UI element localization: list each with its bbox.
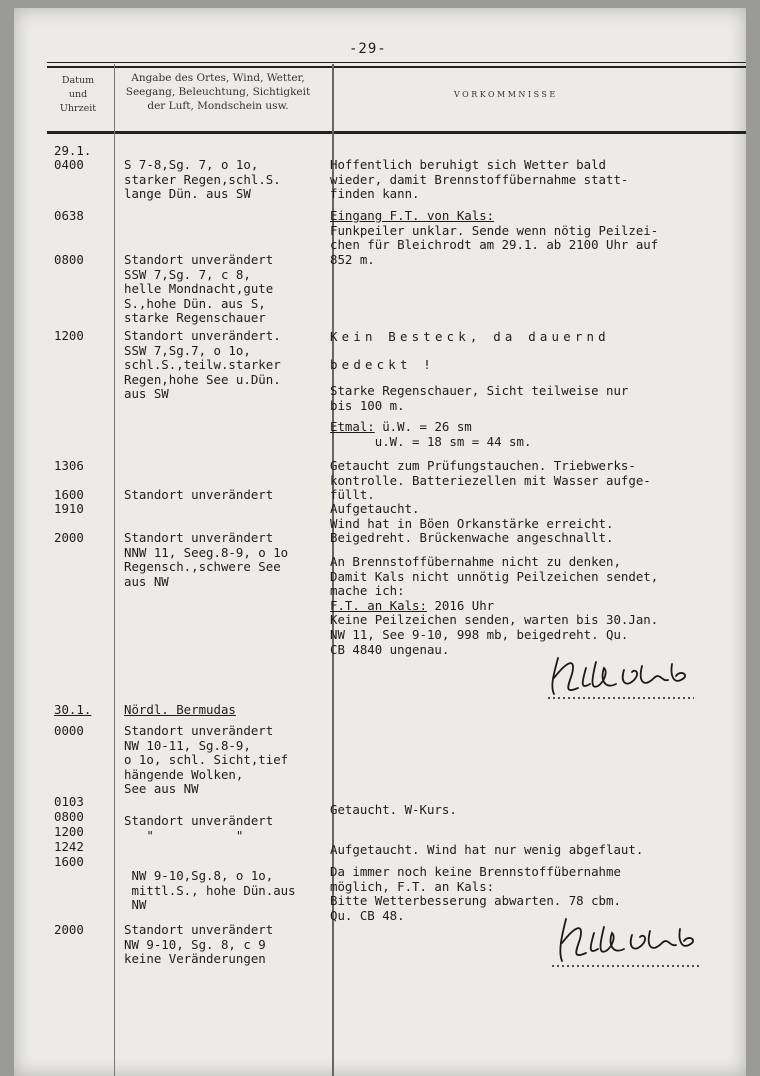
header-bottom-rule <box>47 131 746 134</box>
entry-time: 1600 <box>54 854 84 869</box>
entry-event: An Brennstoffübernahme nicht zu denken, Damit Kals nicht unnötig Peilzeichen sendet, mache ich: <box>330 554 659 599</box>
entry-time: 1242 <box>54 839 84 854</box>
entry-event: Starke Regenschauer, Sicht teilweise nur bis 100 m. <box>330 383 629 413</box>
etmal-value: ü.W. = 26 sm <box>374 419 472 434</box>
entry-event-heading: Eingang F.T. von Kals: <box>330 208 495 223</box>
etmal-label: Etmal: <box>330 419 375 434</box>
header-ort-line: der Luft, Mondschein usw. <box>147 100 289 112</box>
page-number: -29- <box>349 41 387 57</box>
entry-time: 0103 <box>54 794 84 809</box>
entry-date: 30.1. <box>54 702 92 717</box>
header-datum-line: Uhrzeit <box>59 103 97 114</box>
entry-time: 1200 <box>54 328 84 343</box>
entry-time: 1910 <box>54 501 84 516</box>
etmal-line <box>330 420 472 435</box>
entry-event: Keine Peilzeichen senden, warten bis 30.Jan. NW 11, See 9-10, 998 mb, beigedreht. Qu. CB 4840 ungenau. <box>330 612 659 657</box>
signature-2 <box>544 911 714 975</box>
entry-location-weather: Standort unverändert NNW 11, Seeg.8-9, o 1o Regensch.,schwere See aus NW <box>124 530 289 589</box>
entry-event: Hoffentlich beruhigt sich Wetter bald wieder, damit Brennstoffübernahme statt- finden kann. <box>330 157 629 202</box>
entry-location-weather: Standort unverändert SSW 7,Sg. 7, c 8, helle Mondnacht,gute S.,hohe Dün. aus S, starke Regenschauer <box>124 252 274 326</box>
position-note: Nördl. Bermudas <box>124 702 236 717</box>
entry-time: 1306 <box>54 458 84 473</box>
entry-event: Funkpeiler unklar. Sende wenn nötig Peilzei- chen für Bleichrodt am 29.1. ab 2100 Uhr auf 852 m. <box>330 222 659 267</box>
entry-event: Aufgetaucht. Wind hat nur wenig abgeflaut. <box>330 842 644 857</box>
entry-time: 1200 <box>54 824 84 839</box>
header-top-rule-double <box>47 66 746 68</box>
header-ort-line: Seegang, Beleuchtung, Sichtigkeit <box>125 86 311 98</box>
entry-time: 0800 <box>54 252 84 267</box>
header-datum <box>52 74 104 116</box>
scanned-logbook-page <box>14 8 746 1076</box>
entry-event: Aufgetaucht. Wind hat in Böen Orkanstärke erreicht. Beigedreht. Brückenwache angeschnallt. <box>330 501 614 546</box>
etmal-line: u.W. = 18 sm = 44 sm. <box>330 434 532 449</box>
entry-date: 29.1. <box>54 143 92 158</box>
signature-1 <box>534 648 704 708</box>
ft-line <box>330 599 494 614</box>
entry-location-weather: Standort unverändert NW 9-10, Sg. 8, c 9 keine Veränderungen <box>124 922 274 967</box>
ft-label: F.T. an Kals: <box>330 597 427 613</box>
entry-time: 0638 <box>54 208 84 223</box>
header-datum-line: Datum <box>61 75 95 86</box>
entry-location-weather: Standort unverändert <box>124 487 274 502</box>
ft-time: 2016 Uhr <box>426 597 495 613</box>
entry-location-weather: S 7-8,Sg. 7, o 1o, starker Regen,schl.S. lange Dün. aus SW <box>124 157 281 202</box>
header-top-rule <box>47 62 746 63</box>
entry-time: 0000 <box>54 723 84 738</box>
header-ort <box>111 71 325 113</box>
entry-event: Getaucht zum Prüfungstauchen. Triebwerks- kontrolle. Batteriezellen mit Wasser aufge- füllt. <box>330 458 651 503</box>
header-ort-line: Angabe des Ortes, Wind, Wetter, <box>131 72 305 84</box>
entry-time: 2000 <box>54 922 84 937</box>
entry-location-weather: " " <box>124 828 244 843</box>
entry-event-emphasis: Kein Besteck, da dauernd <box>330 329 610 344</box>
entry-location-weather: NW 9-10,Sg.8, o 1o, mittl.S., hohe Dün.aus NW <box>131 868 296 913</box>
entry-event-emphasis: bedeckt ! <box>330 357 435 372</box>
entry-location-weather: Standort unverändert NW 10-11, Sg.8-9, o 1o, schl. Sicht,tief hängende Wolken, See aus NW <box>124 723 289 797</box>
entry-location-weather: Standort unverändert <box>124 813 274 828</box>
entry-location-weather: Standort unverändert. SSW 7,Sg.7, o 1o, schl.S.,teilw.starker Regen,hohe See u.Dün. aus SW <box>124 328 281 402</box>
column-divider-1 <box>114 64 115 1076</box>
header-vorkommnisse: VORKOMMNISSE <box>454 90 558 99</box>
header-datum-line: und <box>68 89 88 100</box>
entry-event: Da immer noch keine Brennstoffübernahme möglich, F.T. an Kals: Bitte Wetterbesserung abwarten. 78 cbm. Qu. CB 48. <box>330 864 621 923</box>
entry-time: 0400 <box>54 157 84 172</box>
entry-time: 1600 <box>54 487 84 502</box>
entry-time: 2000 <box>54 530 84 545</box>
entry-time: 0800 <box>54 809 84 824</box>
entry-event: Getaucht. W-Kurs. <box>330 802 457 817</box>
